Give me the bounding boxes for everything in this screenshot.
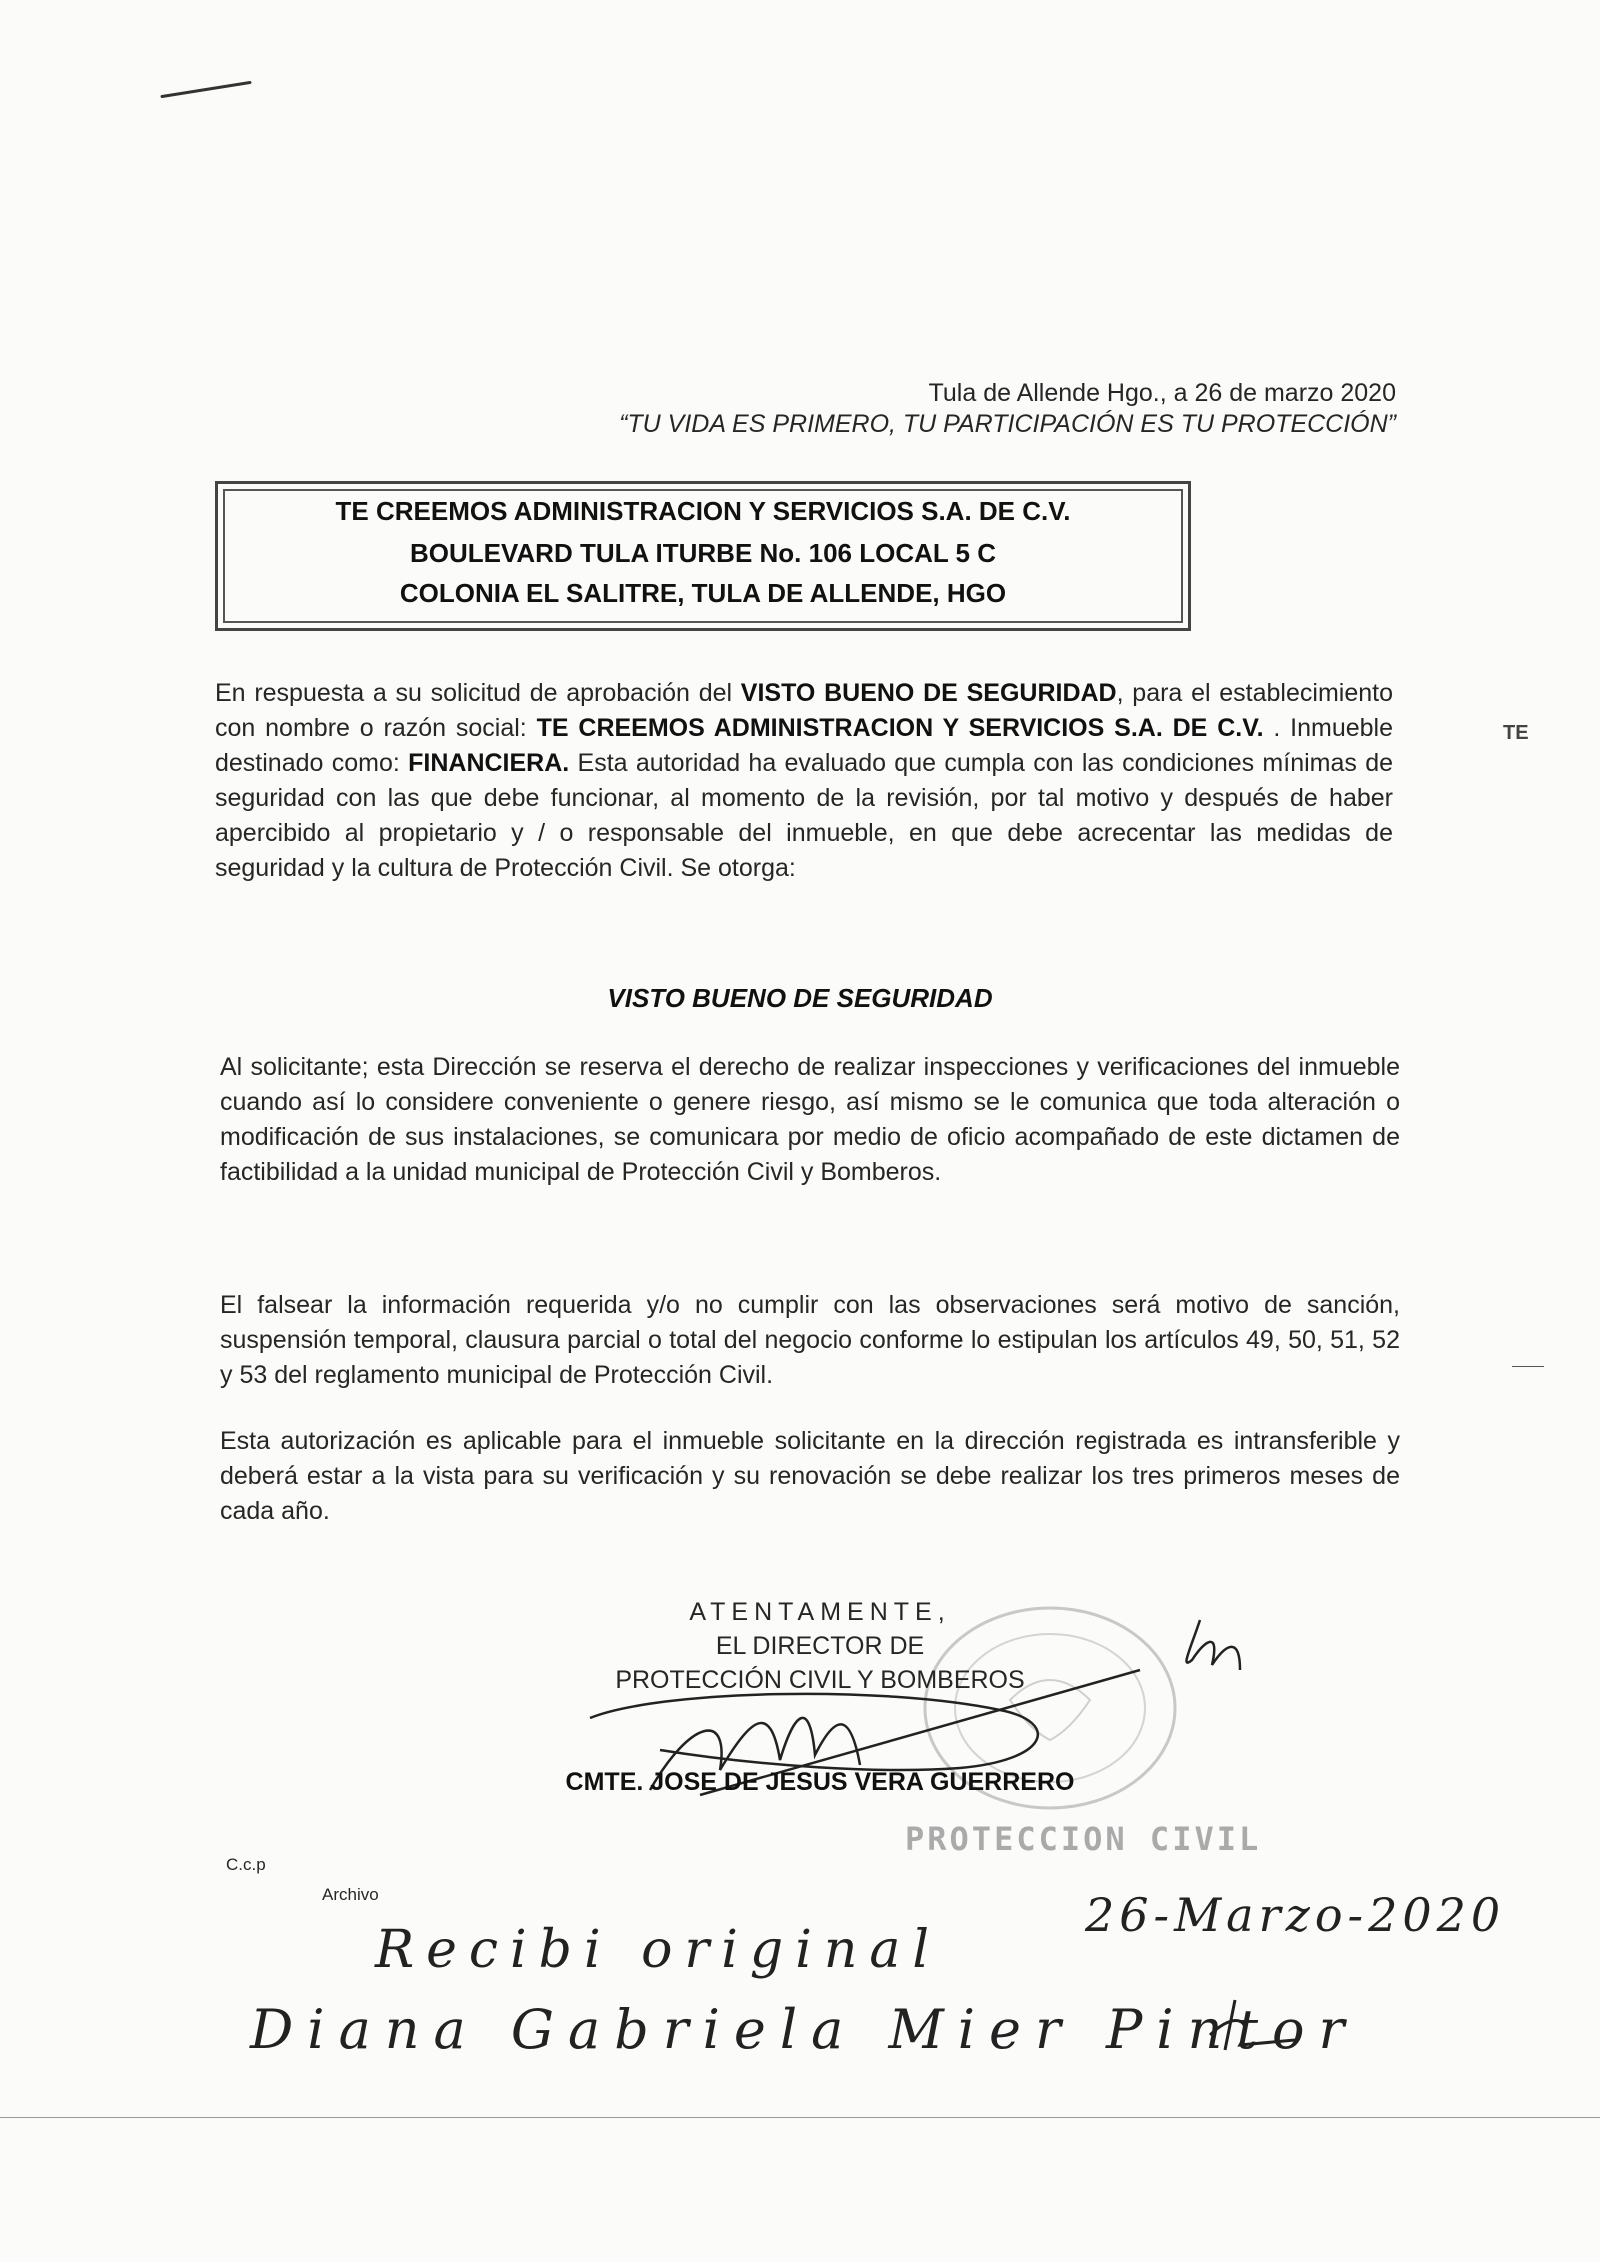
- signature-title-line1: EL DIRECTOR DE: [715, 1632, 925, 1660]
- p1-bold-use: FINANCIERA.: [408, 749, 570, 777]
- paragraph-inspections: Al solicitante; esta Dirección se reserva el derecho de realizar inspecciones y verificaciones del inmueble cuando así lo considere conveniente o genere riesgo, así mismo se le comunica que toda alteración o modificación de sus instalaciones, se comunicara por medio de oficio acompañado de este dictamen de factibilidad a la unidad municipal de Protección Civil y Bomberos.: [220, 1053, 1400, 1186]
- addressee-box: [215, 481, 1191, 631]
- section-title: VISTO BUENO DE SEGURIDAD: [607, 983, 993, 1013]
- scan-pen-stroke: [160, 81, 251, 98]
- page-bottom-rule: [0, 2117, 1600, 2118]
- handwritten-received: Recibi original: [375, 1920, 941, 1980]
- signature-closing: ATENTAMENTE,: [689, 1598, 951, 1626]
- signature-title-line2: PROTECCIÓN CIVIL Y BOMBEROS: [615, 1666, 1025, 1694]
- paragraph-request: [215, 676, 1393, 886]
- director-signature: [580, 1590, 1280, 1840]
- addressee-company: TE CREEMOS ADMINISTRACION Y SERVICIOS S.A. DE C.V.: [335, 496, 1071, 526]
- ccp-archivo: Archivo: [322, 1885, 379, 1904]
- p1-text-c: , para el establecimiento con nombre o razón social:: [215, 679, 1393, 742]
- p1-text-g: Esta autoridad ha evaluado que cumpla con las condiciones mínimas de seguridad con las que debe funcionar, al momento de la revisión, por tal motivo y después de haber apercibido al propietario y / o responsable del inmueble, en que debe acrecentar las medidas de seguridad y la cultura de Protección Civil. Se otorga:: [215, 749, 1393, 882]
- addressee-colony: COLONIA EL SALITRE, TULA DE ALLENDE, HGO: [399, 578, 1007, 608]
- handwritten-date: 26-Marzo-2020: [1085, 1888, 1506, 1942]
- paragraph-sanctions: El falsear la información requerida y/o no cumplir con las observaciones será motivo de sanción, suspensión temporal, clausura parcial o total del negocio conforme lo estipulan los artículos 49, 50, 51, 52 y 53 del reglamento municipal de Protección Civil.: [220, 1291, 1400, 1389]
- signature-name: CMTE. JOSE DE JESUS VERA GUERRERO: [565, 1768, 1075, 1796]
- p1-text-a: En respuesta a su solicitud de aprobación del: [215, 679, 741, 707]
- right-margin-tick: [1512, 1366, 1544, 1367]
- p1-text-e: . Inmueble destinado como:: [215, 714, 1393, 777]
- ccp-label: C.c.p: [226, 1855, 266, 1874]
- p1-bold-visto-bueno: VISTO BUENO DE SEGURIDAD: [740, 679, 1117, 707]
- margin-mark: TE: [1503, 722, 1529, 744]
- stamp-text: PROTECCION CIVIL: [905, 1820, 1262, 1858]
- handwritten-initial: [1195, 1990, 1305, 2070]
- handwritten-name: Diana Gabriela Mier Pintor: [250, 1998, 1359, 2061]
- addressee-street: BOULEVARD TULA ITURBE No. 106 LOCAL 5 C: [409, 538, 996, 568]
- date-line: Tula de Allende Hgo., a 26 de marzo 2020: [928, 379, 1396, 407]
- paragraph-authorization: Esta autorización es aplicable para el inmueble solicitante en la dirección registrada es intransferible y deberá estar a la vista para su verificación y su renovación se debe realizar los tres primeros meses de cada año.: [220, 1427, 1400, 1525]
- motto: “TU VIDA ES PRIMERO, TU PARTICIPACIÓN ES TU PROTECCIÓN”: [619, 410, 1396, 438]
- p1-bold-company: TE CREEMOS ADMINISTRACION Y SERVICIOS S.A. DE C.V.: [536, 714, 1264, 742]
